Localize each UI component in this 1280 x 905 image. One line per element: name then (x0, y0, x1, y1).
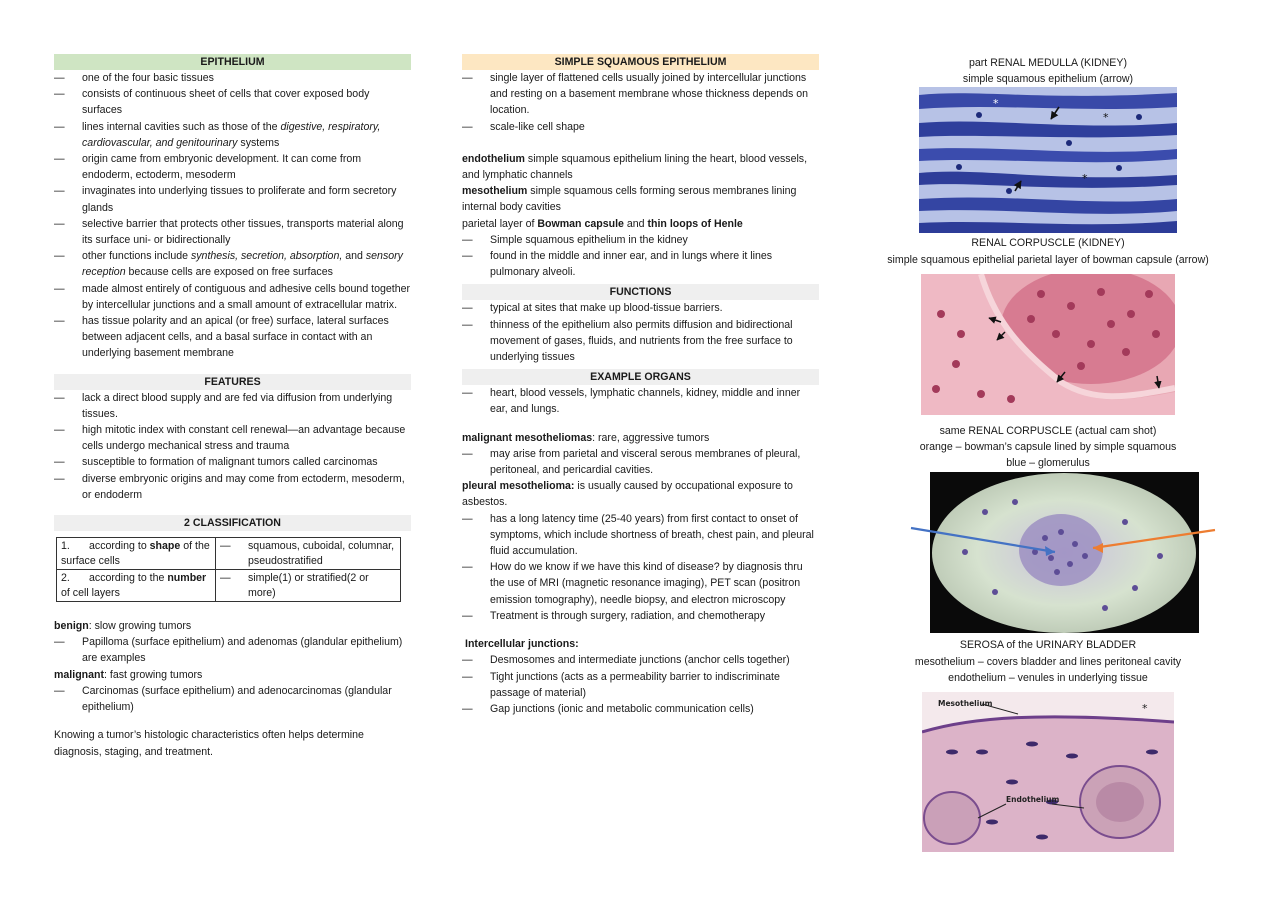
malignant-text: : fast growing tumors (104, 668, 203, 681)
row-number: 2. (61, 572, 70, 585)
criterion-text: according to (89, 540, 150, 553)
column-epithelium (54, 54, 411, 760)
renal-corpuscle-image (921, 274, 1175, 415)
organs-list (462, 385, 819, 417)
list-item: — high mitotic index with constant cell renewal—an advantage because cells undergo mechanical stress and trauma (54, 422, 411, 454)
list-item (54, 248, 411, 280)
list-item: — found in the middle and inner ear, and in lungs where it lines pulmonary alveoli. (462, 248, 819, 280)
list-item-text: other functions include (82, 250, 191, 263)
list-item: — diverse embryonic origins and may come from ectoderm, mesoderm, or endoderm (54, 471, 411, 503)
list-item: — may arise from parietal and visceral serous membranes of pleural, peritoneal, and pericardial cavities. (462, 446, 819, 478)
parietal-line (462, 216, 819, 232)
malignant-line (54, 667, 411, 683)
pleural-list (462, 511, 819, 624)
list-item-text: digestive, respiratory, cardiovascular, and genitourinary (82, 120, 381, 149)
caption-line: same RENAL CORPUSCLE (actual cam shot) (939, 424, 1157, 437)
mesothelioma-text: : rare, aggressive tumors (592, 431, 710, 444)
list-item: — has a long latency time (25-40 years) from first contact to onset of symptoms, which include shortness of breath, chest pain, and pleural fluid accumulation. (462, 511, 819, 560)
list-item-text: invaginates into underlying tissues to proliferate and form secretory glands (82, 185, 397, 214)
asterisk-mark: * (993, 97, 999, 111)
epithelium-list (54, 70, 411, 362)
malignant-label: malignant (54, 668, 105, 681)
asterisk-mark: * (1103, 111, 1109, 125)
endothelium-label: endothelium (462, 152, 525, 165)
pleural-label: pleural mesothelioma: (462, 480, 575, 493)
list-item (54, 281, 411, 313)
list-item: — Simple squamous epithelium in the kidney (462, 232, 819, 248)
list-item-text: systems (237, 136, 280, 149)
list-item-text: made almost entirely of contiguous and adhesive cells bound together by intercellular junctions and a small amount of extracellular matrix. (82, 282, 411, 311)
classification-value: — simple(1) or stratified(2 or more) (216, 570, 401, 602)
classification-value-text: simple(1) or stratified(2 or more) (248, 572, 369, 600)
renal-corpuscle-camshot-image (875, 472, 1221, 635)
mesothelium-label: Mesothelium (938, 699, 993, 709)
fig2-caption (872, 235, 1224, 267)
parietal-text: and (623, 217, 648, 230)
caption-line: orange – bowman’s capsule lined by simple squamous (919, 441, 1177, 454)
list-item (54, 313, 411, 362)
functions-list (462, 300, 819, 365)
features-list (54, 390, 411, 503)
column-figures (872, 54, 1224, 852)
criterion-text: according to the (89, 572, 168, 585)
list-item-text: origin came from embryonic development. It can come from endoderm, ectoderm, mesoderm (82, 153, 362, 182)
sse-list (462, 70, 819, 135)
criterion-text: of cell layers (61, 587, 120, 600)
list-item-text: selective barrier that protects other tissues, transports material along its surface uni- or bidirectionally (82, 217, 404, 247)
mesothelioma-label: malignant mesotheliomas (462, 431, 593, 444)
list-item (54, 86, 411, 118)
endothelium-label: Endothelium (1006, 795, 1060, 805)
parietal-bold: Bowman capsule (537, 217, 624, 230)
list-item: — typical at sites that make up blood-tissue barriers. (462, 300, 819, 316)
classification-row (57, 538, 401, 570)
list-item (54, 216, 411, 248)
benign-item: — Papilloma (surface epithelium) and adenomas (glandular epithelium) are examples (54, 634, 411, 666)
junctions-list (462, 652, 819, 717)
mesothelioma-line (462, 430, 819, 446)
mesothelium-label: mesothelium (462, 185, 528, 198)
benign-label: benign (54, 620, 89, 633)
epithelium-header: EPITHELIUM (54, 54, 411, 70)
list-item: — Treatment is through surgery, radiation, and chemotherapy (462, 608, 819, 624)
list-item (54, 151, 411, 183)
caption-line: blue – glomerulus (1006, 457, 1090, 470)
list-item: — heart, blood vessels, lymphatic channels, kidney, middle and inner ear, and lungs. (462, 385, 819, 417)
mesothelium-text: simple squamous cells forming serous membranes lining internal body cavities (462, 185, 797, 214)
fig4-caption (872, 637, 1224, 686)
malignant-item: — Carcinomas (surface epithelium) and adenocarcinomas (glandular epithelium) (54, 683, 411, 715)
list-item-text: lines internal cavities such as those of the (82, 120, 281, 133)
list-item-text: sensory reception (82, 250, 403, 279)
functions-header: FUNCTIONS (462, 284, 819, 300)
benign-line (54, 618, 411, 634)
list-item (54, 119, 411, 151)
mesothelioma-list (462, 446, 819, 478)
caption-line: part RENAL MEDULLA (KIDNEY) (969, 57, 1127, 69)
list-item-text: consists of continuous sheet of cells that cover exposed body surfaces (82, 88, 370, 117)
list-item: — Desmosomes and intermediate junctions (anchor cells together) (462, 652, 819, 668)
list-item: — lack a direct blood supply and are fed via diffusion from underlying tissues. (54, 390, 411, 422)
closing-text: Knowing a tumor’s histologic characteristics often helps determine diagnosis, staging, and treatment. (54, 729, 364, 758)
caption-line: RENAL CORPUSCLE (KIDNEY) (971, 237, 1125, 250)
caption-line: simple squamous epithelial parietal layer of bowman capsule (arrow) (887, 253, 1209, 266)
pleural-line (462, 478, 819, 510)
criterion-bold: shape (149, 540, 181, 553)
list-item: — Gap junctions (ionic and metabolic communication cells) (462, 701, 819, 717)
classification-value: — squamous, cuboidal, columnar, pseudostratified (216, 538, 401, 570)
organs-header: EXAMPLE ORGANS (462, 369, 819, 385)
parietal-text: parietal layer of (462, 217, 538, 230)
list-item-text: has tissue polarity and an apical (or free) surface, lateral surfaces between adjacent cells, and a basal surface in contact with an underlying basement membrane (82, 315, 389, 360)
classification-row (57, 570, 401, 602)
pleural-text: is usually caused by occupational exposure to asbestos. (462, 480, 793, 509)
classification-value-text: squamous, cuboidal, columnar, pseudostratified (248, 540, 395, 568)
caption-line: endothelium – venules in underlying tissue (948, 671, 1148, 684)
criterion-bold: number (167, 572, 207, 585)
list-item (54, 70, 411, 86)
features-header: FEATURES (54, 374, 411, 390)
row-number: 1. (61, 540, 70, 553)
renal-medulla-image (919, 87, 1177, 233)
list-item: — Tight junctions (acts as a permeability barrier to indiscriminate passage of material) (462, 669, 819, 701)
caption-line: SEROSA of the URINARY BLADDER (959, 639, 1137, 652)
junctions-label: Intercellular junctions: (465, 638, 579, 651)
list-item: — thinness of the epithelium also permits diffusion and bidirectional movement of gases, fluids, and nutrients from the free surface to underlying tissues (462, 317, 819, 366)
endothelium-text: simple squamous epithelium lining the heart, blood vessels, and lymphatic channels (462, 152, 808, 182)
fig3-caption (872, 423, 1224, 472)
classification-table (56, 537, 401, 602)
asterisk-mark: * (1082, 172, 1088, 186)
asterisk-mark: * (1142, 702, 1148, 716)
mesothelium-line (462, 183, 819, 215)
list-item-text: synthesis, secretion, absorption, (190, 250, 343, 263)
list-item: — How do we know if we have this kind of disease? by diagnosis thru the use of MRI (magnetic resonance imaging), PET scan (positron emission tomography), needle biopsy, and electron microscopy (462, 559, 819, 608)
caption-line: mesothelium – covers bladder and lines peritoneal cavity (914, 655, 1182, 668)
parietal-bold: thin loops of Henle (647, 217, 743, 230)
benign-text: : slow growing tumors (88, 620, 192, 633)
urinary-bladder-serosa-image (922, 692, 1174, 852)
list-item: — single layer of flattened cells usually joined by intercellular junctions and resting on a basement membrane whose thickness depends on location. (462, 70, 819, 119)
list-item (54, 183, 411, 215)
sse-header: SIMPLE SQUAMOUS EPITHELIUM (462, 54, 819, 70)
list-item: — susceptible to formation of malignant tumors called carcinomas (54, 454, 411, 470)
classification-criterion (57, 538, 216, 570)
fig1-caption (872, 55, 1224, 87)
kidney-list (462, 232, 819, 281)
caption-line: simple squamous epithelium (arrow) (962, 73, 1134, 86)
classification-criterion (57, 570, 216, 602)
list-item-text: because cells are exposed on free surfaces (125, 266, 333, 279)
list-item-text: one of the four basic tissues (82, 72, 214, 84)
junctions-line (462, 636, 819, 652)
column-simple-squamous (462, 54, 819, 717)
classification-header: 2 CLASSIFICATION (54, 515, 411, 531)
list-item-text: and (342, 250, 366, 263)
criterion-text: of the surface cells (61, 540, 210, 568)
endothelium-line (462, 151, 819, 183)
list-item: — scale-like cell shape (462, 119, 819, 135)
